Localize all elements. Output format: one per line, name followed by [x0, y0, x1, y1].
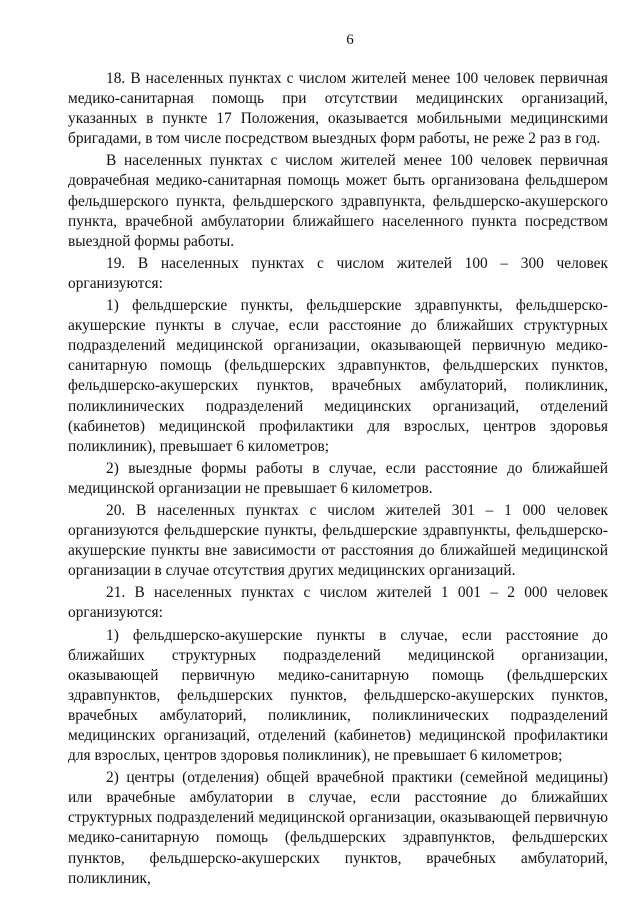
- paragraph-18-continued: В населенных пунктах с числом жителей менее 100 человек первичная доврачебная медико-санитарная помощь может быть организована фельдшером фельдшерского пункта, фельдшерского здравпункта, фельдшерско-акушерского пункта, врачебной амбулатории ближайшего населенного пункта посредством выездной формы работы.: [68, 152, 608, 250]
- paragraph-21-item-2: 2) центры (отделения) общей врачебной практики (семейной медицины) или врачебные амбулатории в случае, если расстояние до ближайших структурных подразделений медицинской организации, оказывающей первичную медико-санитарную помощь (фельдшерских здравпунктов, фельдшерских пунктов, фельдшерско-акушерских пунктов, врачебных амбулаторий, поликлиник,: [68, 769, 608, 887]
- paragraph-18: 18. В населенных пунктах с числом жителей менее 100 человек первичная медико-санитарная помощь при отсутствии медицинских организаций, указанных в пункте 17 Положения, оказывается мобильными медицинскими бригадами, в том числе посредством выездных форм работы, не реже 2 раз в год.: [68, 70, 608, 148]
- paragraph-21: 21. В населенных пунктах с числом жителей 1 001 – 2 000 человек организуются:: [68, 584, 608, 622]
- paragraph-20: 20. В населенных пунктах с числом жителей 301 – 1 000 человек организуются фельдшерские пункты, фельдшерские здравпункты, фельдшерско-акушерские пункты вне зависимости от расстояния до ближайшей медицинской организации в случае отсутствия других медицинских организаций.: [68, 501, 608, 580]
- paragraph-19: 19. В населенных пунктах с числом жителей 100 – 300 человек организуются:: [68, 254, 608, 292]
- page-number: 6: [346, 32, 354, 48]
- paragraph-19-item-1: 1) фельдшерские пункты, фельдшерские здравпункты, фельдшерско-акушерские пункты в случае, если расстояние до ближайших структурных подразделений медицинской организации, оказывающей первичную медико-санитарную помощь (фельдшерских здравпунктов, фельдшерских пунктов, фельдшерско-акушерских пунктов, врачебных амбулаторий, поликлиник, поликлинических подразделений медицинских организаций, отделений (кабинетов) медицинской профилактики для взрослых, центров здоровья поликлиник), превышает 6 километров;: [68, 297, 608, 455]
- paragraph-19-item-2: 2) выездные формы работы в случае, если расстояние до ближайшей медицинской организации не превышает 6 километров.: [68, 459, 608, 497]
- paragraph-21-item-1: 1) фельдшерско-акушерские пункты в случае, если расстояние до ближайших структурных подразделений медицинской организации, оказывающей первичную медико-санитарную помощь (фельдшерских здравпунктов, фельдшерских пунктов, фельдшерско-акушерских пунктов, врачебных амбулаторий, поликлиник, поликлинических подразделений медицинских организаций, отделений (кабинетов) медицинской профилактики для взрослых, центров здоровья поликлиник), не превышает 6 километров;: [68, 626, 608, 765]
- document-body: [68, 69, 608, 889]
